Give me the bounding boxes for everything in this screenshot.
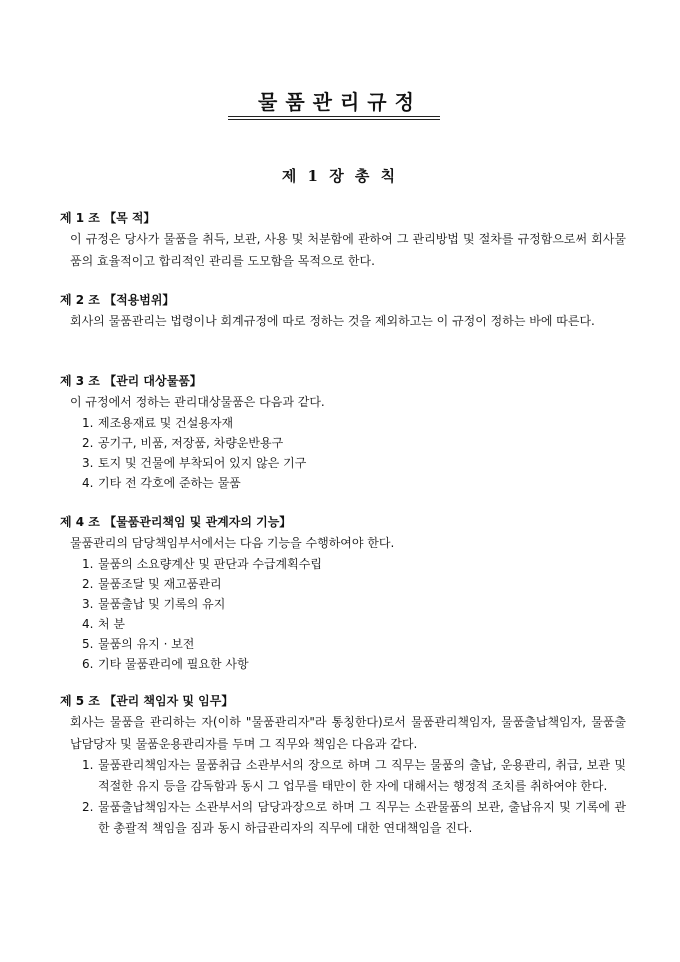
list-item <box>82 413 626 433</box>
article-heading: 제 4 조 【물품관리책임 및 관계자의 기능】 <box>60 515 292 529</box>
list-item-number: 2. <box>82 577 94 591</box>
article-heading: 제 3 조 【관리 대상물품】 <box>60 374 202 388</box>
list-item-text: 제조용재료 및 건설용자재 <box>98 416 234 430</box>
article-text: 이 규정에서 정하는 관리대상물품은 다음과 같다. <box>70 395 325 409</box>
list-item-text: 물품출납책임자는 소관부서의 담당과장으로 하며 그 직무는 소관물품의 보관, 출납유지 및 기록에 관한 총괄적 책임을 짐과 동시 하급관리자의 직무에 대한 연대책임을 진다. <box>98 800 626 835</box>
article-heading: 제 2 조 【적용범위】 <box>60 293 175 307</box>
list-item <box>82 574 626 594</box>
article-text: 이 규정은 당사가 물품을 취득, 보관, 사용 및 처분함에 관하여 그 관리방법 및 절차를 규정함으로써 회사물품의 효율적이고 합리적인 관리를 도모함을 목적으로 한다. <box>70 232 626 268</box>
document-title: 물품관리규정 <box>258 90 422 114</box>
list-item-number: 6. <box>82 657 94 671</box>
list-item-number: 1. <box>82 557 94 571</box>
list-item-number: 1. <box>82 758 94 772</box>
article-item-list <box>60 413 626 493</box>
list-item-text: 물품의 소요량계산 및 판단과 수급계획수립 <box>98 557 322 571</box>
title-underline-top <box>228 116 440 117</box>
article-3 <box>60 371 626 493</box>
chapter-heading: 제 1 장 총 칙 <box>281 167 399 185</box>
list-item-text: 물품의 유지 · 보전 <box>98 637 195 651</box>
article-heading: 제 1 조 【목 적】 <box>60 211 156 225</box>
article-item-list <box>60 755 626 839</box>
article-2 <box>60 290 626 332</box>
article-heading: 제 5 조 【관리 책임자 및 임무】 <box>60 694 234 708</box>
article-5 <box>60 691 626 839</box>
list-item-number: 3. <box>82 456 94 470</box>
list-item-number: 4. <box>82 617 94 631</box>
list-item-number: 3. <box>82 597 94 611</box>
list-item-text: 물품조달 및 재고품관리 <box>98 577 222 591</box>
list-item <box>82 473 626 493</box>
article-1 <box>60 208 626 272</box>
list-item-number: 4. <box>82 476 94 490</box>
list-item <box>82 594 626 614</box>
list-item <box>82 755 626 797</box>
list-item-number: 2. <box>82 800 94 814</box>
article-item-list <box>60 554 626 674</box>
list-item-text: 기타 물품관리에 필요한 사항 <box>98 657 249 671</box>
article-text: 회사의 물품관리는 법령이나 회계규정에 따로 정하는 것을 제외하고는 이 규정이 정하는 바에 따른다. <box>70 314 595 328</box>
list-item <box>82 614 626 634</box>
list-item <box>82 797 626 839</box>
list-item-text: 기타 전 각호에 준하는 물품 <box>98 476 241 490</box>
list-item-text: 처 분 <box>98 617 125 631</box>
list-item-number: 5. <box>82 637 94 651</box>
article-text: 물품관리의 담당책임부서에서는 다음 기능을 수행하여야 한다. <box>70 536 395 550</box>
list-item <box>82 433 626 453</box>
list-item <box>82 554 626 574</box>
list-item-text: 물품출납 및 기록의 유지 <box>98 597 226 611</box>
list-item <box>82 453 626 473</box>
article-4 <box>60 512 626 674</box>
article-text: 회사는 물품을 관리하는 자(이하 "물품관리자"라 통칭한다)로서 물품관리책임자, 물품출납책임자, 물품출납담당자 및 물품운용관리자를 두며 그 직무와 책임은 다음과 같다. <box>70 715 626 751</box>
list-item-number: 1. <box>82 416 94 430</box>
list-item-number: 2. <box>82 436 94 450</box>
list-item <box>82 634 626 654</box>
list-item-text: 토지 및 건물에 부착되어 있지 않은 기구 <box>98 456 307 470</box>
title-underline-bottom <box>228 119 440 120</box>
list-item <box>82 654 626 674</box>
list-item-text: 물품관리책임자는 물품취급 소관부서의 장으로 하며 그 직무는 물품의 출납, 운용관리, 취급, 보관 및 적절한 유지 등을 감독함과 동시 그 업무를 태만이 한 자에 대해서는 행정적 조치를 취하여야 한다. <box>98 758 626 793</box>
list-item-text: 공기구, 비품, 저장품, 차량운반용구 <box>98 436 284 450</box>
